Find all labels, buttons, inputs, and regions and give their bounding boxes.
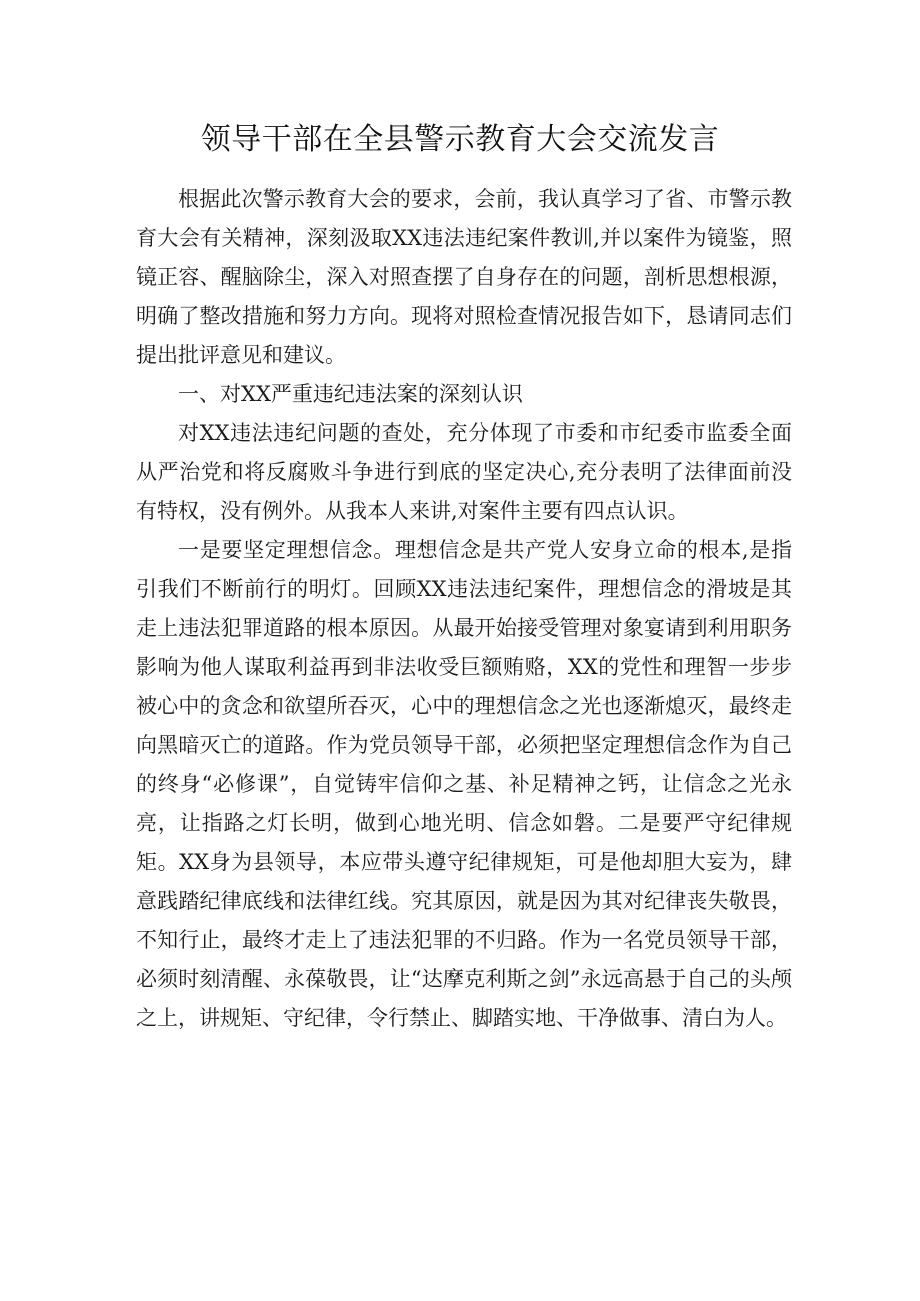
body-paragraph: 对XX违法违纪问题的查处，充分体现了市委和市纪委市监委全面从严治党和将反腐败斗争进行到底的坚定决心,充分表明了法律面前没有特权，没有例外。从我本人来讲,对案件主要有四点认识。 <box>136 421 792 523</box>
section-heading: 一、对XX严重违纪违法案的深刻认识 <box>178 382 523 406</box>
document-body <box>136 180 792 1038</box>
intro-paragraph: 根据此次警示教育大会的要求，会前，我认真学习了省、市警示教育大会有关精神，深刻汲取XX违法违纪案件教训,并以案件为镜鉴，照镜正容、醒脑除尘，深入对照查摆了自身存在的问题，剖析思想根源，明确了整改措施和努力方向。现将对照检查情况报告如下，恳请同志们提出批评意见和建议。 <box>136 187 792 367</box>
body-paragraph: 一是要坚定理想信念。理想信念是共产党人安身立命的根本,是指引我们不断前行的明灯。回顾XX违法违纪案件，理想信念的滑坡是其走上违法犯罪道路的根本原因。从最开始接受管理对象宴请到利用职务影响为他人谋取利益再到非法收受巨额贿赂，XX的党性和理智一步步被心中的贪念和欲望所吞灭，心中的理想信念之光也逐渐熄灭，最终走向黑暗灭亡的道路。作为党员领导干部，必须把坚定理想信念作为自己的终身“必修课”，自觉铸牢信仰之基、补足精神之钙，让信念之光永亮，让指路之灯长明，做到心地光明、信念如磐。二是要严守纪律规矩。XX身为县领导，本应带头遵守纪律规矩，可是他却胆大妄为，肆意践踏纪律底线和法律红线。究其原因，就是因为其对纪律丧失敬畏，不知行止，最终才走上了违法犯罪的不归路。作为一名党员领导干部，必须时刻清醒、永葆敬畏，让“达摩克利斯之剑”永远高悬于自己的头颅之上，讲规矩、守纪律，令行禁止、脚踏实地、干净做事、清白为人。 <box>136 538 792 1030</box>
document-title: 领导干部在全县警示教育大会交流发言 <box>200 122 720 157</box>
